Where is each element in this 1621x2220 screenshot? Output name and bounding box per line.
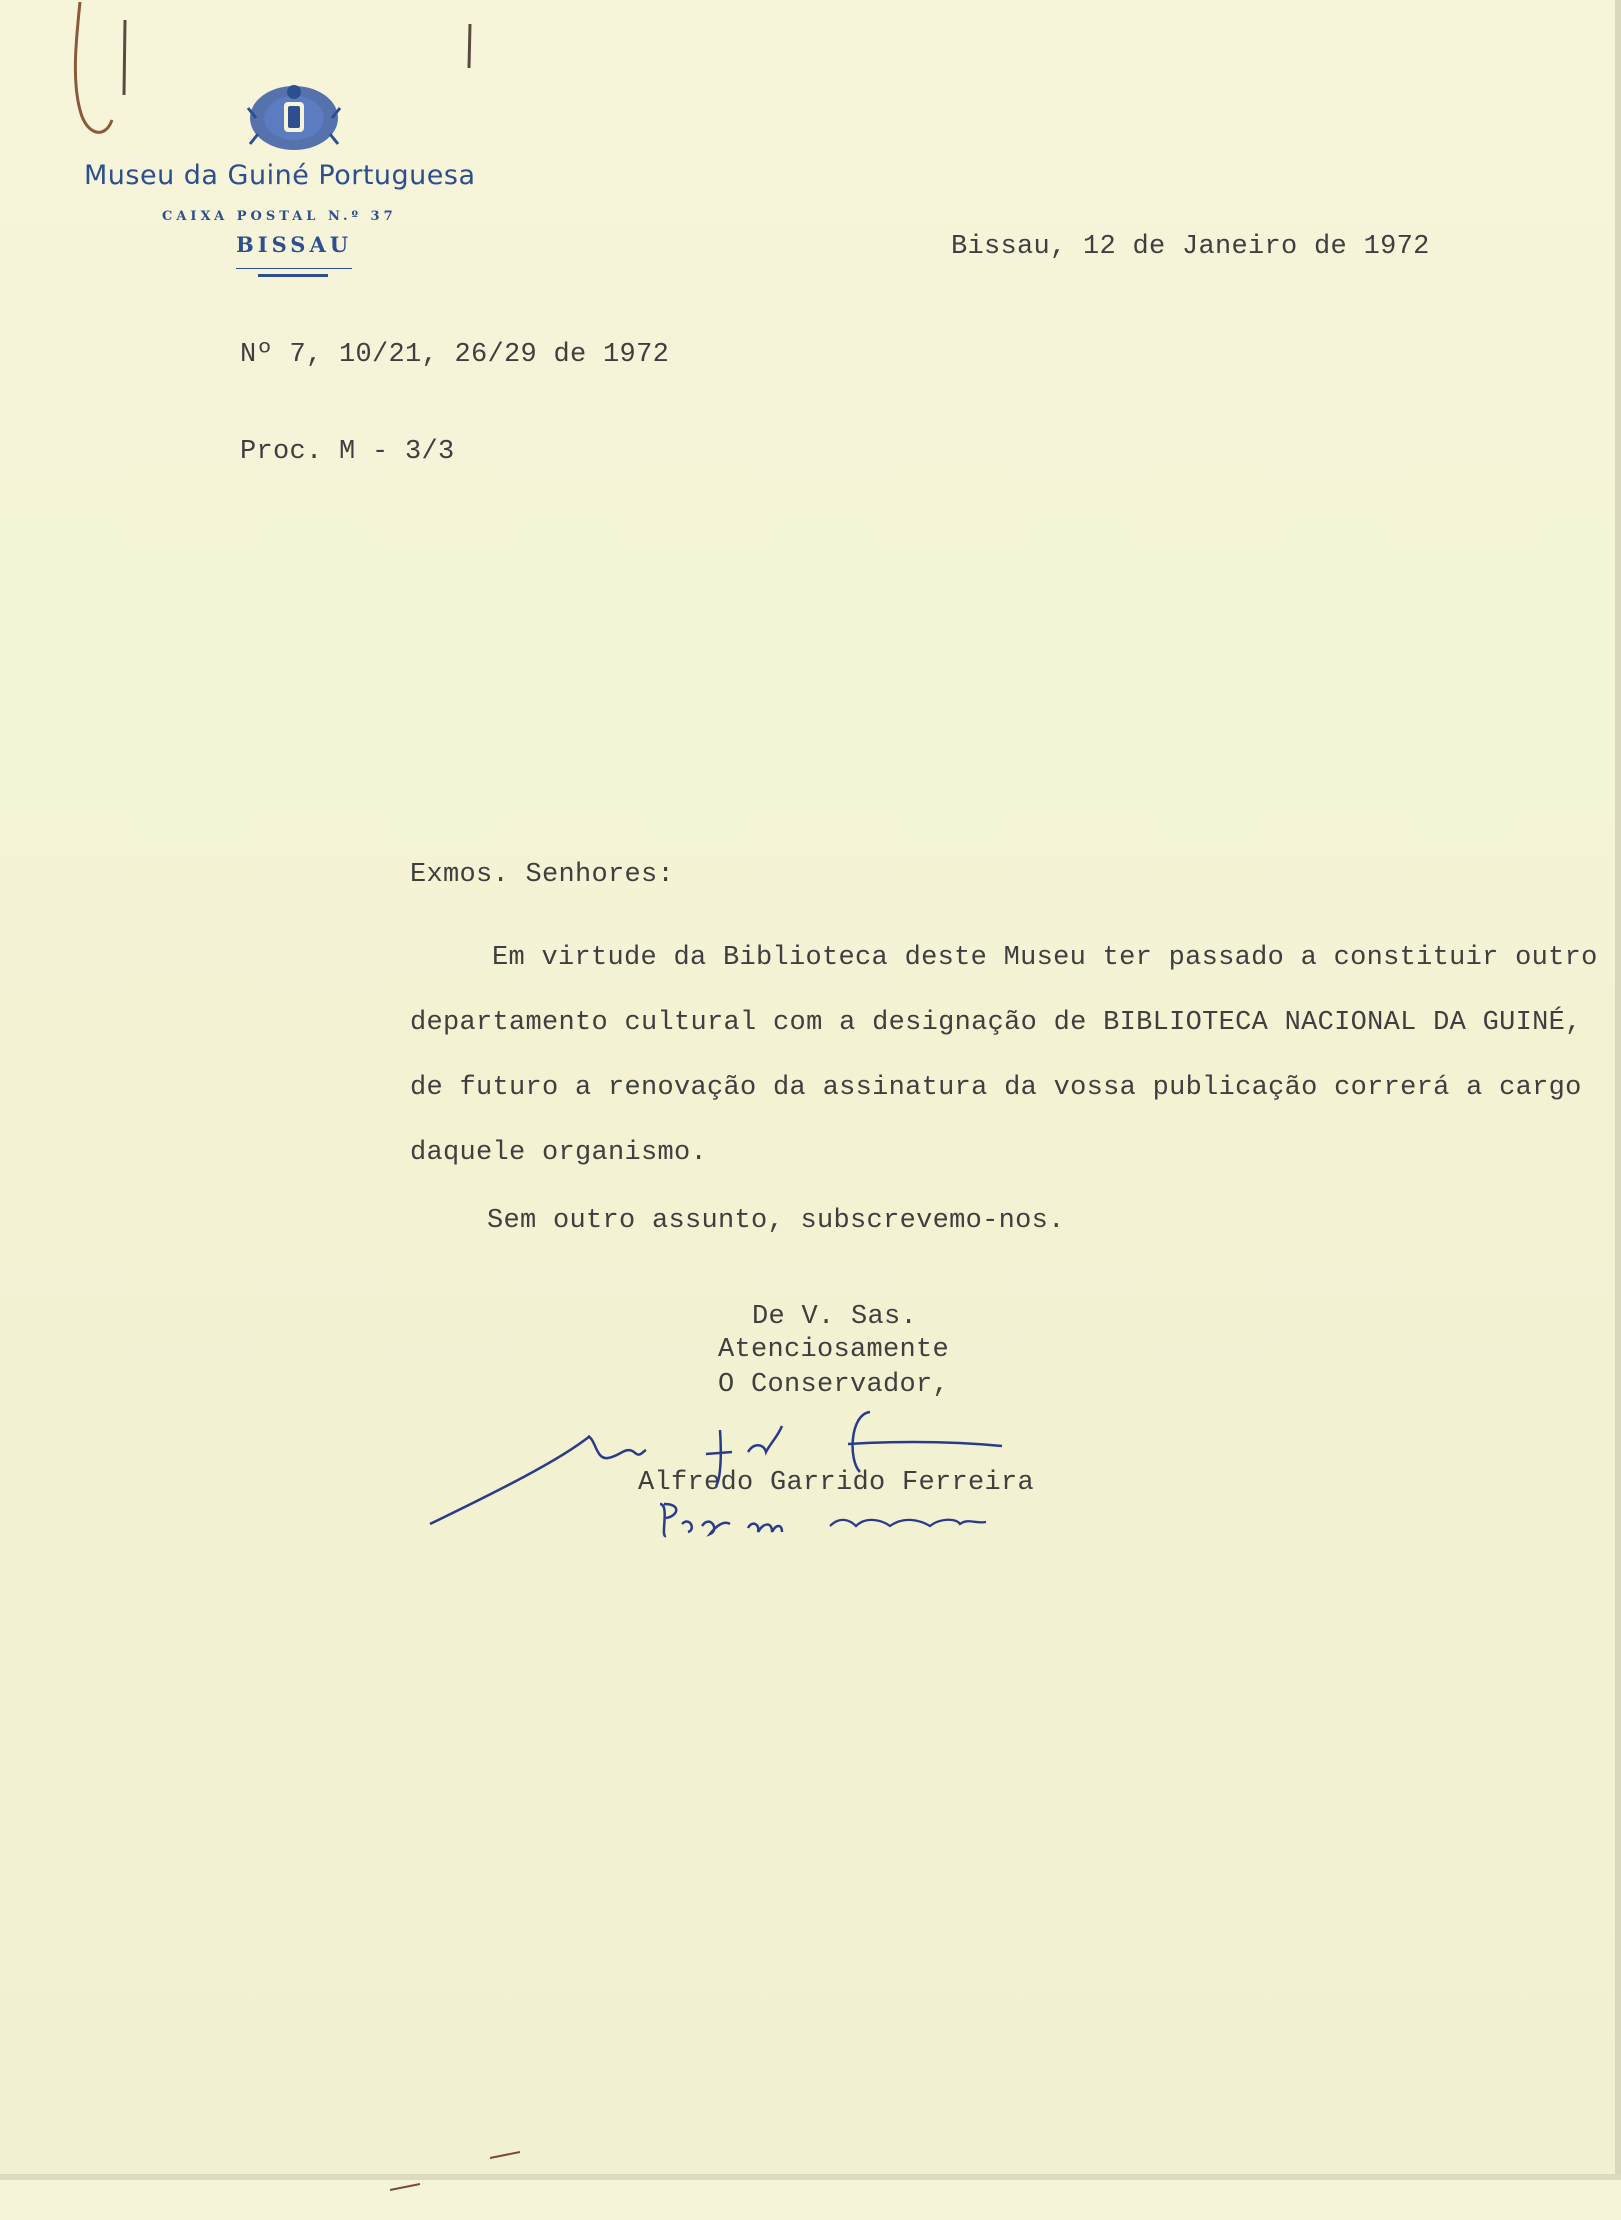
ink-mark	[380, 2140, 550, 2220]
pen-mark-top	[464, 22, 476, 72]
coat-of-arms-icon	[246, 78, 342, 156]
signoff-line: O Conservador,	[718, 1370, 950, 1400]
closing-line: Sem outro assunto, subscrevemo-nos.	[487, 1206, 1065, 1236]
handwritten-signature	[420, 1400, 1060, 1570]
page-bottom-edge	[0, 2174, 1621, 2180]
body-line: departamento cultural com a designação de BIBLIOTECA NACIONAL DA GUINÉ,	[410, 1008, 1582, 1038]
pen-mark-top-left	[60, 0, 150, 150]
page-right-edge	[1615, 0, 1621, 2180]
signoff-line: De V. Sas.	[752, 1302, 918, 1332]
letter-date: Bissau, 12 de Janeiro de 1972	[951, 232, 1430, 262]
letterhead-rule	[236, 268, 352, 269]
body-line: Em virtude da Biblioteca deste Museu ter passado a constituir outro	[492, 943, 1598, 973]
postal-box: CAIXA POSTAL N.º 37	[162, 209, 397, 224]
museum-name: Museu da Guiné Portuguesa	[84, 160, 476, 191]
process-number: Proc. M - 3/3	[240, 437, 455, 467]
letterhead-city: BISSAU	[236, 232, 353, 257]
body-line: de futuro a renovação da assinatura da vossa publicação correrá a cargo	[410, 1073, 1582, 1103]
letterhead-rule-thick	[258, 274, 328, 277]
signoff-line: Atenciosamente	[718, 1335, 950, 1365]
signer-name: Alfredo Garrido Ferreira	[638, 1468, 1035, 1498]
reference-number: Nº 7, 10/21, 26/29 de 1972	[240, 340, 670, 370]
body-line: daquele organismo.	[410, 1138, 708, 1168]
salutation: Exmos. Senhores:	[410, 860, 675, 890]
